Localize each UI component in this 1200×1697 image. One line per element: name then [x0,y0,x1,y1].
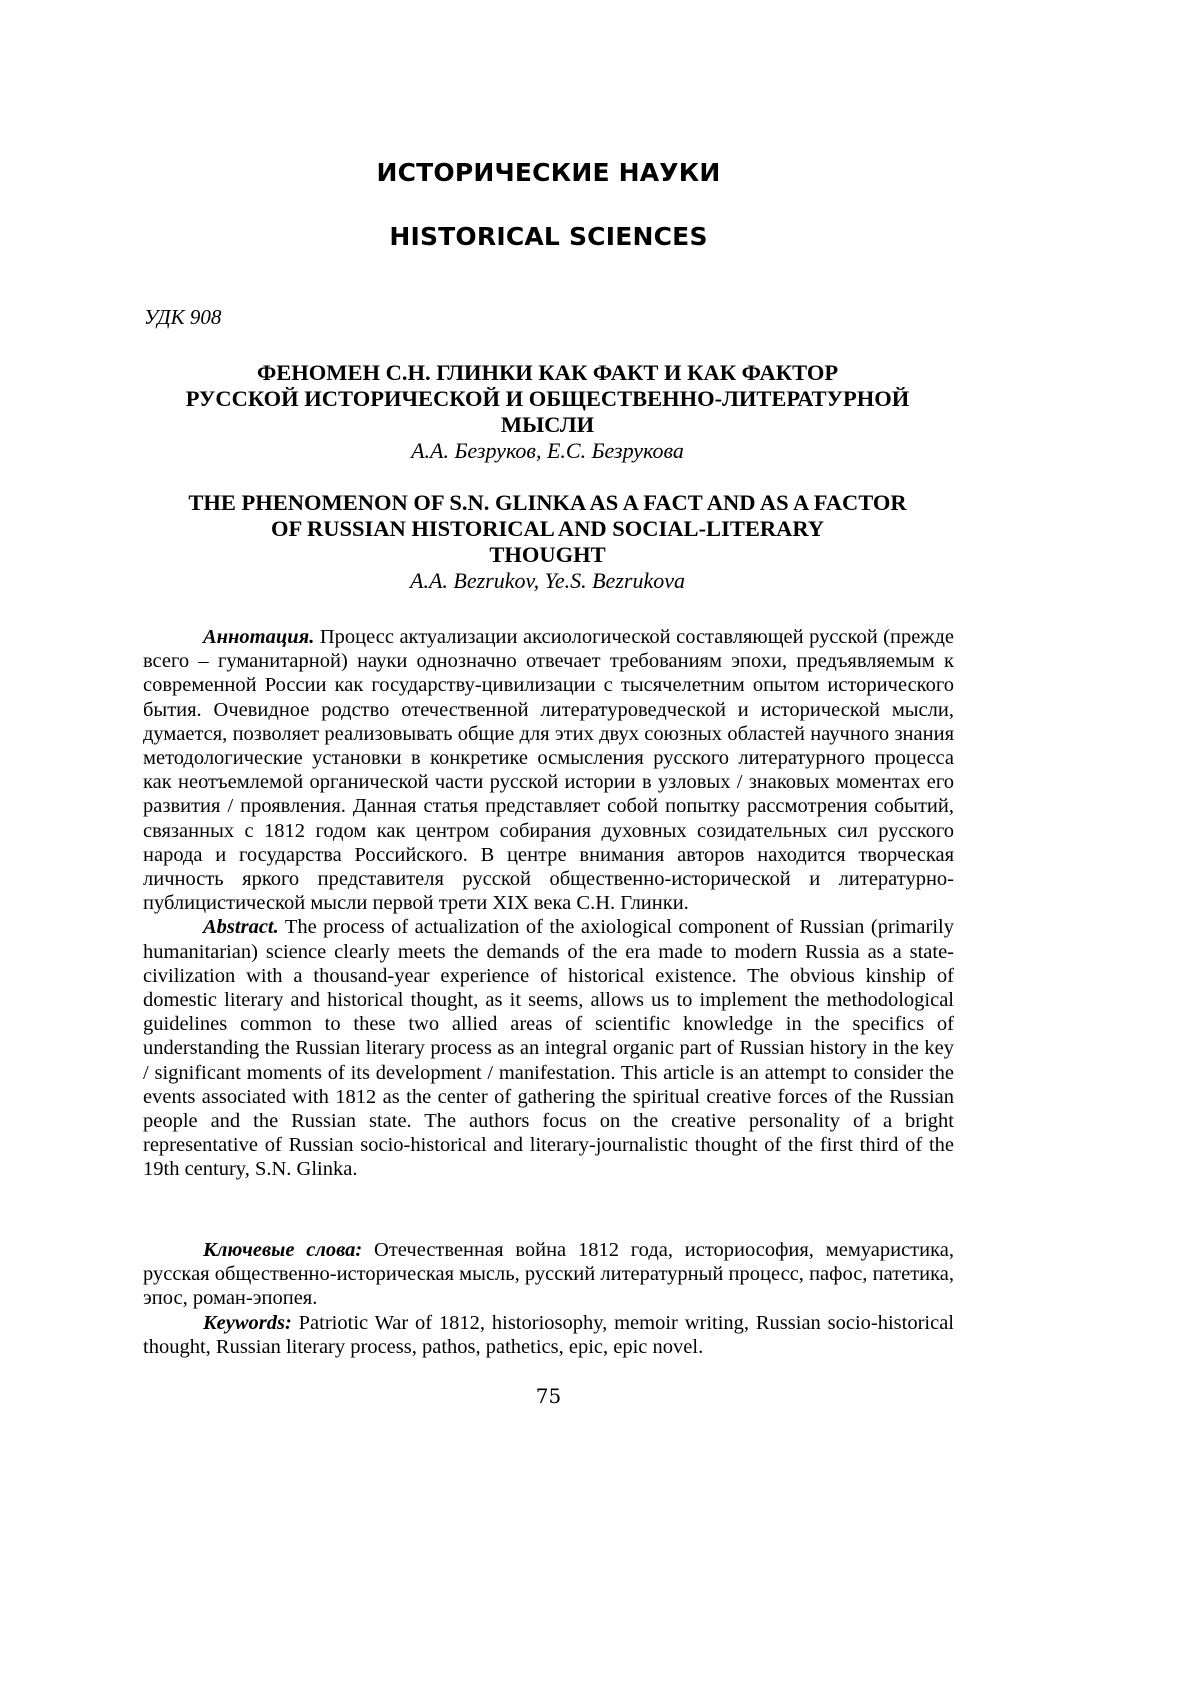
article-title-ru-line-1: ФЕНОМЕН С.Н. ГЛИНКИ КАК ФАКТ И КАК ФАКТОР [140,360,955,386]
annotation-text: Процесс актуализации аксиологической составляющей русской (прежде всего – гуманитарной) науки однозначно отвечает требованиям эпохи, предъявляемым к современной России как государству-цивилизации с тысячелетним опытом исторического бытия. Очевидное родство отечественной литературоведческой и исторической мысли, думается, позволяет реализовывать общие для этих двух союзных областей научного знания методологические установки в конкретике осмысления русского литературного процесса как неотъемлемой органической части русской истории в узловых / знаковых моментах его развития / проявления. Данная статья представляет собой попытку рассмотрения событий, связанных с 1812 годом как центром собирания духовных созидательных сил русского народа и государства Российского. В центре внимания авторов находится творческая личность яркого представителя русской общественно-исторической и литературно-публицистической мысли первой трети XIX века С.Н. Глинки. [143,626,954,914]
article-title-block-ru [140,360,955,464]
abstract-text: The process of actualization of the axiological component of Russian (primarily humanitarian) science clearly meets the demands of the era made to modern Russia as a state-civilization with a thousand-year experience of historical existence. The obvious kinship of domestic literary and historical thought, as it seems, allows us to implement the methodological guidelines common to these two allied areas of scientific knowledge in the specifics of understanding the Russian literary process as an integral organic part of Russian history in the key / significant moments of its development / manifestation. This article is an attempt to consider the events associated with 1812 as the center of gathering the spiritual creative forces of the Russian people and the Russian state. The authors focus on the creative personality of a bright representative of Russian socio-historical and literary-journalistic thought of the first third of the 19th century, S.N. Glinka. [143,916,954,1180]
keywords-section [143,1238,954,1359]
keywords-en-paragraph [143,1311,954,1359]
annotation-label: Аннотация. [203,626,314,648]
section-heading-en: HISTORICAL SCIENCES [0,222,1097,251]
authors-ru: А.А. Безруков, Е.С. Безрукова [140,438,955,464]
authors-en: A.A. Bezrukov, Ye.S. Bezrukova [140,568,955,594]
abstract-section [143,625,954,1182]
abstract-label: Abstract. [203,916,279,938]
article-title-ru-line-3: МЫСЛИ [140,412,955,438]
article-title-en-line-3: THOUGHT [140,542,955,568]
section-heading-ru: ИСТОРИЧЕСКИЕ НАУКИ [0,158,1097,187]
udk-code: УДК 908 [144,305,221,330]
journal-page [0,0,1200,1697]
keywords-en-label: Keywords: [203,1312,292,1334]
annotation-paragraph [143,625,954,915]
keywords-en-text: Patriotic War of 1812, historiosophy, memoir writing, Russian socio-historical thought, Russian literary process, pathos, pathetics, epic, epic novel. [143,1312,954,1358]
abstract-paragraph [143,915,954,1181]
article-title-en-line-1: THE PHENOMENON OF S.N. GLINKA AS A FACT AND AS A FACTOR [140,490,955,516]
article-title-block-en [140,490,955,594]
keywords-ru-text: Отечественная война 1812 года, историософия, мемуаристика, русская общественно-историческая мысль, русский литературный процесс, пафос, патетика, эпос, роман-эпопея. [143,1239,954,1309]
article-title-ru-line-2: РУССКОЙ ИСТОРИЧЕСКОЙ И ОБЩЕСТВЕННО-ЛИТЕРАТУРНОЙ [140,386,955,412]
article-title-en-line-2: OF RUSSIAN HISTORICAL AND SOCIAL-LITERARY [140,516,955,542]
page-number: 75 [0,1384,1097,1408]
keywords-ru-paragraph [143,1238,954,1311]
keywords-ru-label: Ключевые слова: [203,1239,362,1261]
